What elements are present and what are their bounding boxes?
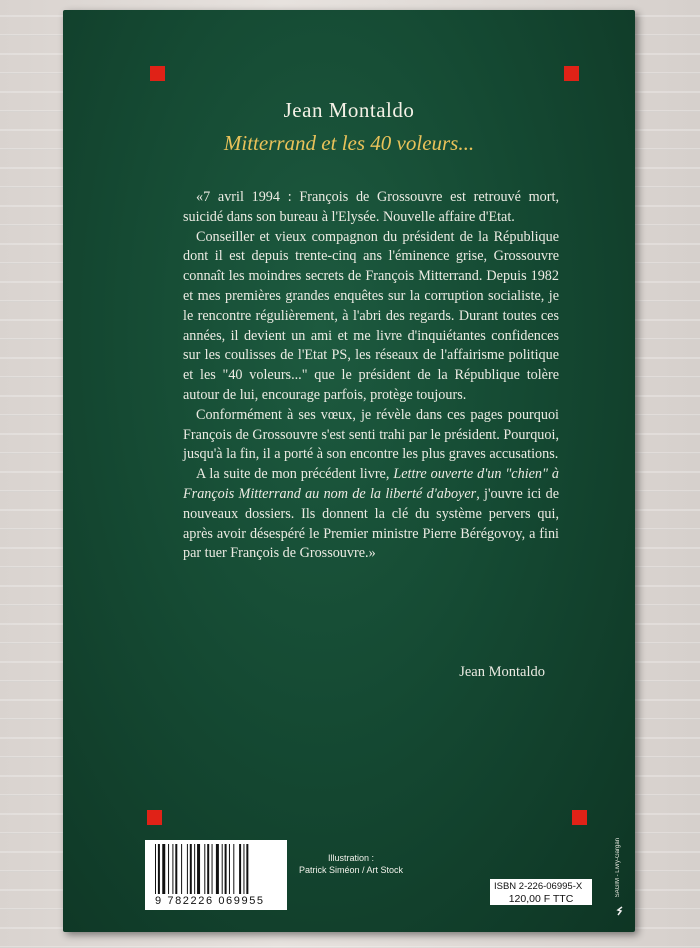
illustration-credit-block	[291, 852, 411, 876]
barcode-bar	[246, 844, 248, 894]
barcode-bar	[172, 844, 173, 894]
signature: Jean Montaldo	[459, 664, 545, 680]
barcode-bar	[207, 844, 209, 894]
barcode-bar	[162, 844, 165, 894]
barcode-bar	[197, 844, 200, 894]
corner-square-top-right	[564, 66, 579, 81]
blurb-text	[183, 188, 559, 564]
isbn: ISBN 2-226-06995-X	[494, 881, 583, 892]
printer-logo-icon	[616, 906, 624, 916]
barcode	[145, 840, 287, 910]
blurb-paragraph: Conseiller et vieux compagnon du président de la République dont il est depuis trente-cinq ans l'éminence grise, Grossouvre connaît les moindres secrets de François Mitterrand. Depuis 1982 et mes premières grandes enquêtes sur la corruption socialiste, je le rencontre régulièrement, à l'abri des regards. Durant toutes ces années, il devient un ami et me livre d'inquiétantes confidences sur les coulisses de l'Etat PS, les réseaux de l'affairisme politique et les "40 voleurs..." que le président de la République tolère autour de lui, encourage parfois, protège toujours.	[183, 228, 559, 403]
printer-credit	[615, 838, 629, 918]
corner-square-bottom-left	[147, 810, 162, 825]
blurb-paragraph: Conformément à ses vœux, je révèle dans ces pages pourquoi François de Grossouvre s'est senti trahi par le président. Pourquoi, jusqu'à la fin, il a porté à son encontre les plus graves accusations.	[183, 406, 559, 463]
barcode-number: 9 782226 069955	[155, 895, 265, 907]
barcode-bars	[155, 844, 281, 894]
barcode-bar	[212, 844, 213, 894]
illustration-credit: Patrick Siméon / Art Stock	[298, 865, 404, 875]
barcode-bar	[233, 844, 234, 894]
barcode-bar	[216, 844, 219, 894]
barcode-bar	[187, 844, 188, 894]
price: 120,00 F TTC	[508, 893, 574, 905]
barcode-bar	[158, 844, 160, 894]
barcode-bar	[204, 844, 205, 894]
barcode-bar	[155, 844, 156, 894]
blurb-text-after: , j'ouvre ici de nouveaux dossiers. Ils donnent la clé du système pervers qui, après avoir désespéré le Premier ministre Pierre Bérégovoy, a fini par tuer François de Grossouvre.»	[183, 485, 559, 562]
barcode-bar	[168, 844, 169, 894]
illustration-label: Illustration :	[327, 853, 375, 863]
corner-square-bottom-right	[572, 810, 587, 825]
book-title: Mitterrand et les 40 voleurs...	[223, 131, 475, 155]
barcode-bar	[175, 844, 177, 894]
blurb-paragraph-last	[183, 465, 559, 564]
isbn-price-label	[490, 879, 592, 905]
barcode-bar	[190, 844, 192, 894]
blurb-text-before: A la suite de mon précédent livre,	[196, 466, 394, 483]
book-back-cover	[63, 10, 635, 932]
corner-square-top-left	[150, 66, 165, 81]
blurb-paragraph: «7 avril 1994 : François de Grossouvre est retrouvé mort, suicidé dans son bureau à l'Elysée. Nouvelle affaire d'Etat.	[183, 189, 559, 225]
barcode-bar	[243, 844, 244, 894]
printer-text: SAGIM - Livry-Gargan	[615, 838, 621, 898]
barcode-bar	[229, 844, 230, 894]
barcode-bar	[239, 844, 241, 894]
author-name: Jean Montaldo	[283, 98, 415, 122]
previous-book-title: Lettre ouverte d'un "chien" à François Mitterrand au nom de la liberté d'aboyer	[183, 466, 560, 502]
barcode-bar	[181, 844, 182, 894]
barcode-bar	[194, 844, 195, 894]
barcode-bar	[225, 844, 227, 894]
barcode-bar	[222, 844, 223, 894]
